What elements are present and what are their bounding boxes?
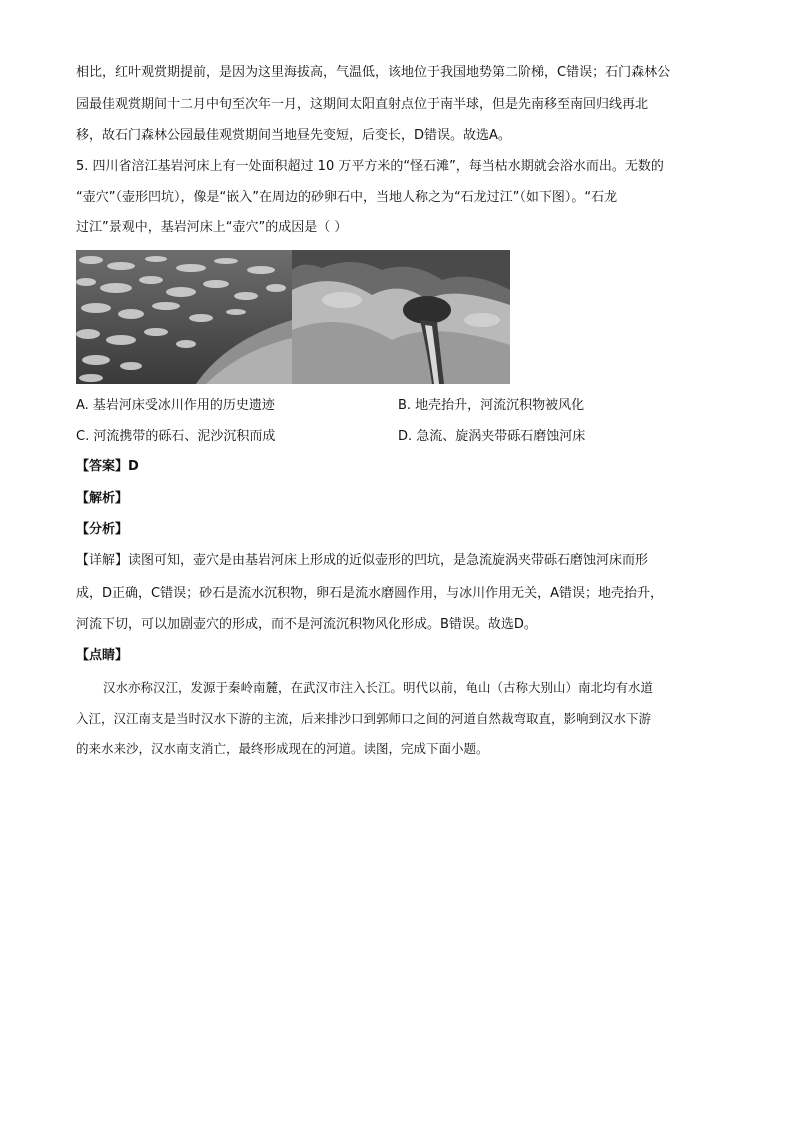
option-a: A. 基岩河床受冰川作用的历史遗迹: [76, 398, 275, 413]
option-d: D. 急流、旋涡夹带砾石磨蚀河床: [398, 429, 586, 444]
text-line: 园最佳观赏期间十二月中旬至次年一月，这期间太阳直射点位于南半球，但是先南移至南回归线再北: [76, 97, 649, 112]
option-b: B. 地壳抬升，河流沉积物被风化: [398, 398, 585, 413]
fenxi-heading: 【分析】: [76, 522, 129, 537]
text-line: 移，故石门森林公园最佳观赏期间当地昼先变短，后变长，D错误。故选A。: [76, 128, 511, 143]
question-5-line: 5. 四川省涪江基岩河床上有一处面积超过 10 万平方米的“怪石滩”，每当枯水期就会浴水而出。无数的: [76, 159, 664, 174]
detail-line: 成，D正确，C错误；砂石是流水沉积物，卵石是流水磨圆作用，与冰川作用无关，A错误；地壳抬升，: [76, 586, 663, 601]
detail-line: 【详解】读图可知，壶穴是由基岩河床上形成的近似壶形的凹坑，是急流旋涡夹带砾石磨蚀河床而形: [76, 553, 649, 568]
detail-line: 河流下切，可以加剧壶穴的形成，而不是河流沉积物风化形成。B错误。故选D。: [76, 617, 537, 632]
pothole-photo: [292, 250, 510, 384]
text-line: 相比，红叶观赏期提前，是因为这里海拔高，气温低，该地位于我国地势第二阶梯，C错误；石门森林公: [76, 65, 671, 80]
dianjing-heading: 【点睛】: [76, 648, 129, 663]
option-c: C. 河流携带的砾石、泥沙沉积而成: [76, 429, 276, 444]
question-5-line: “壶穴”（壶形凹坑），像是“嵌入”在周边的砂卵石中，当地人称之为“石龙过江”（如下图）。“石龙: [76, 190, 618, 205]
passage-line: 的来水来沙，汉水南支消亡，最终形成现在的河道。读图，完成下面小题。: [76, 741, 489, 756]
rock-beach-photo: [76, 250, 292, 384]
analysis-heading: 【解析】: [76, 491, 129, 506]
question-5-line: 过江”景观中，基岩河床上“壶穴”的成因是（ ）: [76, 220, 348, 235]
passage-line: 汉水亦称汉江，发源于秦岭南麓，在武汉市注入长江。明代以前，龟山（古称大别山）南北均有水道: [103, 680, 654, 695]
river-bed-photos: [76, 250, 510, 384]
passage-line: 入江，汉江南支是当时汉水下游的主流，后来排沙口到郭师口之间的河道自然裁弯取直，影响到汉水下游: [76, 711, 652, 726]
answer-line: 【答案】D: [76, 459, 139, 474]
